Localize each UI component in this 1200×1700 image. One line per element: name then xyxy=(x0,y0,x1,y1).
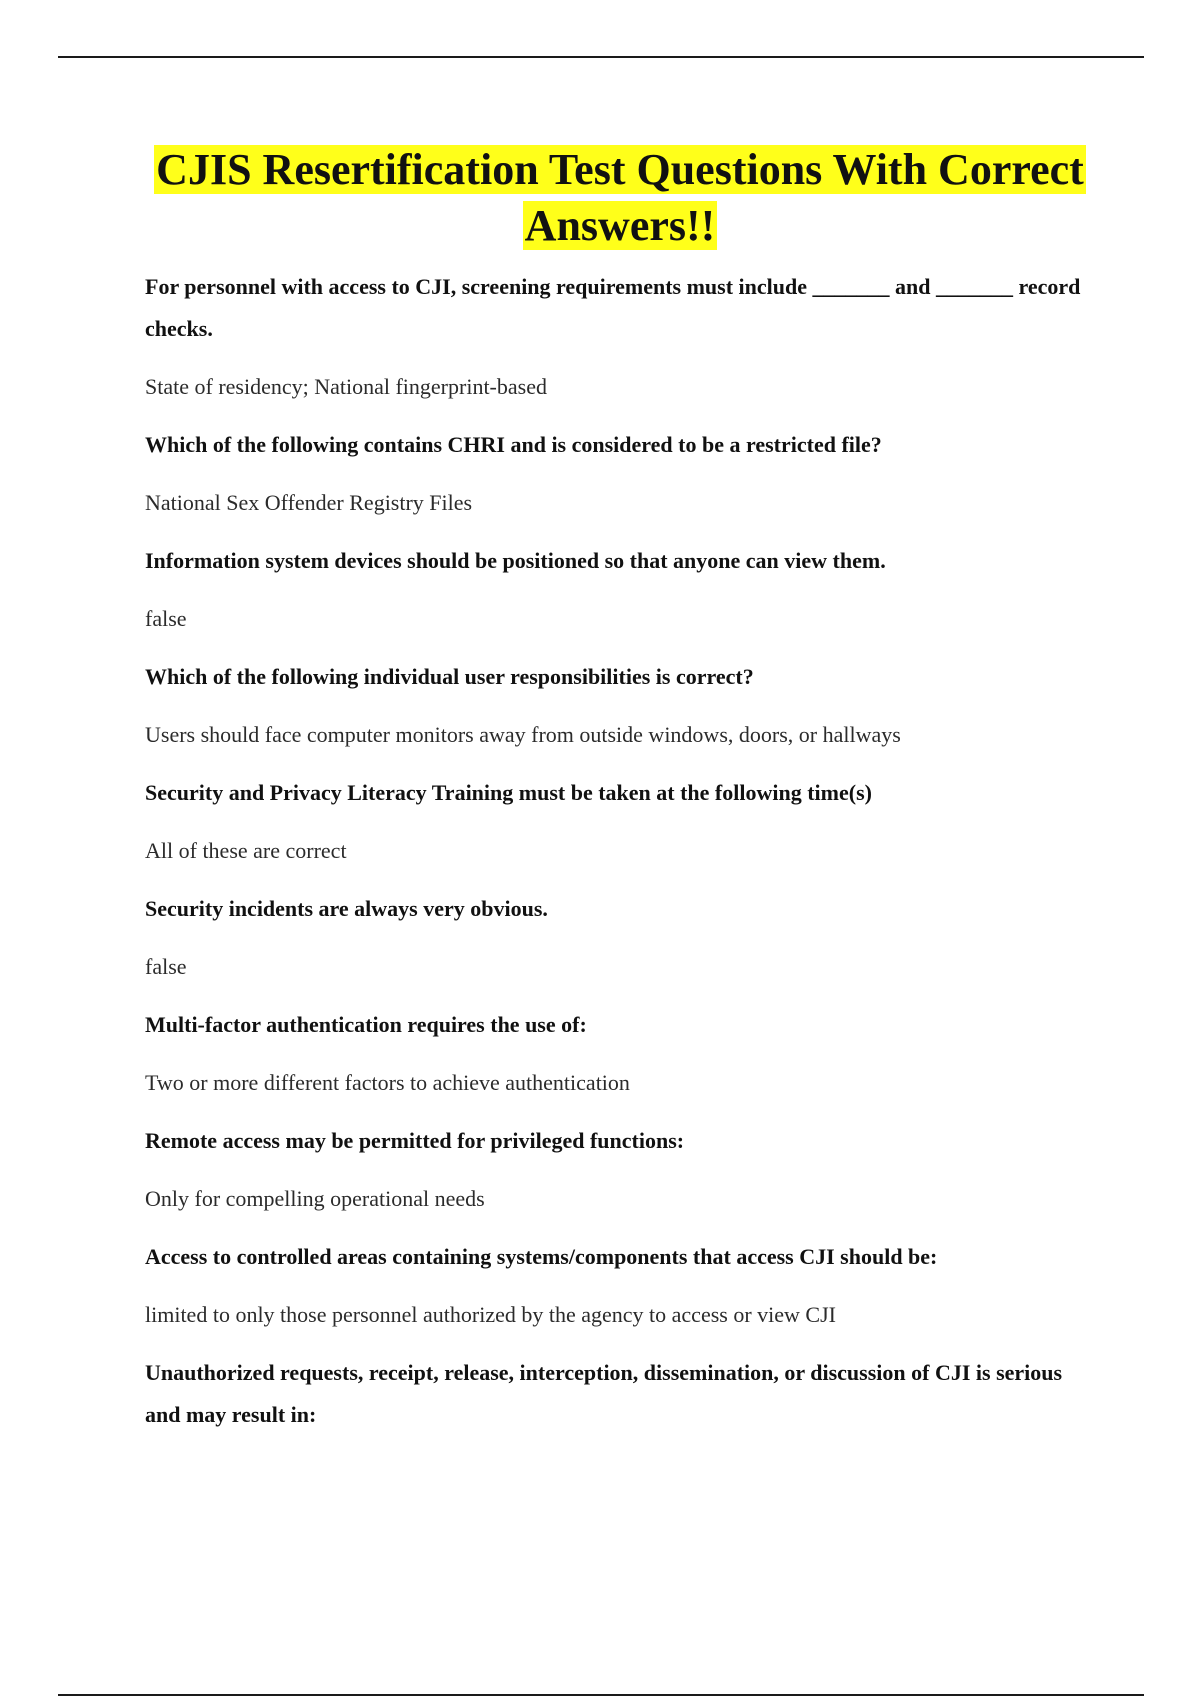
answer-text: false xyxy=(145,606,187,631)
answer-text: State of residency; National fingerprint-based xyxy=(145,374,547,399)
question-text: Which of the following individual user responsibilities is correct? xyxy=(145,664,754,689)
question-text: Remote access may be permitted for privileged functions: xyxy=(145,1128,685,1153)
top-rule xyxy=(58,56,1144,58)
document-title xyxy=(145,142,1095,254)
bottom-rule xyxy=(58,1694,1144,1696)
qa-list xyxy=(145,266,1095,1436)
question-text: For personnel with access to CJI, screening requirements must include _______ and _______ record checks. xyxy=(145,274,1081,341)
question-text: Access to controlled areas containing systems/components that access CJI should be: xyxy=(145,1244,938,1269)
answer-text: All of these are correct xyxy=(145,838,347,863)
question-text: Information system devices should be positioned so that anyone can view them. xyxy=(145,548,886,573)
document-body xyxy=(145,142,1095,1436)
question-text: Security and Privacy Literacy Training must be taken at the following time(s) xyxy=(145,780,872,805)
answer-text: Only for compelling operational needs xyxy=(145,1186,485,1211)
answer-text: false xyxy=(145,954,187,979)
question-text: Which of the following contains CHRI and is considered to be a restricted file? xyxy=(145,432,882,457)
question-text: Unauthorized requests, receipt, release, interception, dissemination, or discussion of CJI is serious and may result in: xyxy=(145,1360,1063,1427)
answer-text: Two or more different factors to achieve authentication xyxy=(145,1070,630,1095)
question-text: Multi-factor authentication requires the use of: xyxy=(145,1012,587,1037)
question-text: Security incidents are always very obvious. xyxy=(145,896,548,921)
answer-text: National Sex Offender Registry Files xyxy=(145,490,473,515)
answer-text: limited to only those personnel authorized by the agency to access or view CJI xyxy=(145,1302,836,1327)
answer-text: Users should face computer monitors away from outside windows, doors, or hallways xyxy=(145,722,901,747)
title-highlight: CJIS Resertification Test Questions With Correct Answers!! xyxy=(156,145,1084,250)
